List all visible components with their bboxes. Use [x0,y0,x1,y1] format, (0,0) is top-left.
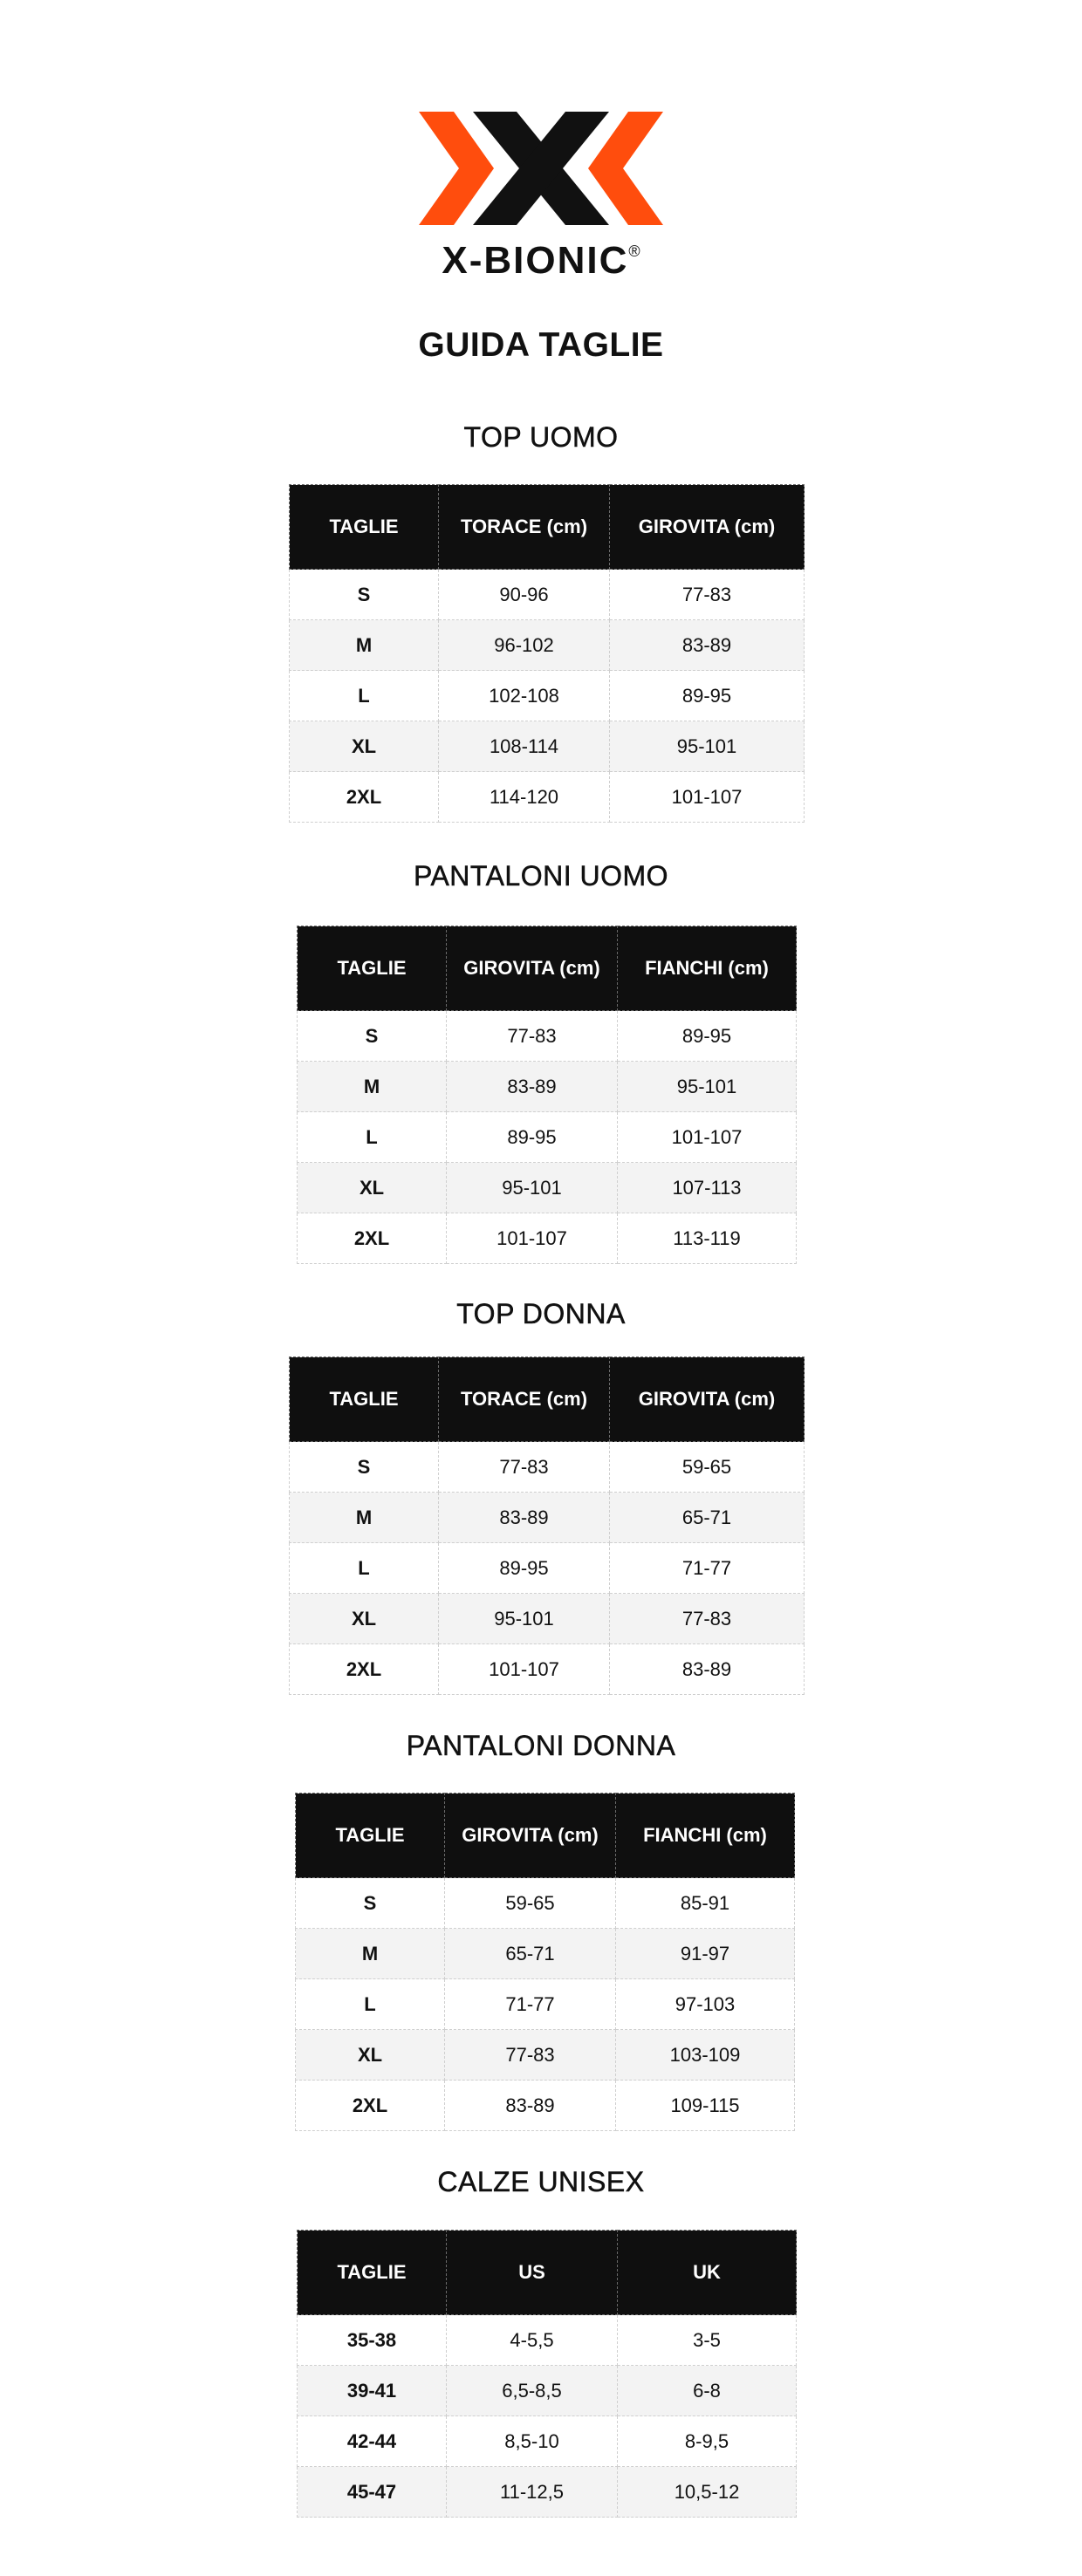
size-cell: L [298,1112,447,1163]
table-cell: 59-65 [610,1442,805,1493]
size-cell: S [298,1011,447,1062]
table-cell: 65-71 [445,1929,616,1979]
table-cell: 77-83 [610,570,805,620]
table-cell: 3-5 [618,2315,797,2366]
left-chevron-icon [419,112,494,225]
table-cell: 95-101 [447,1163,618,1213]
size-cell: S [290,1442,439,1493]
table-row [298,2366,797,2416]
table-cell: 4-5,5 [447,2315,618,2366]
size-cell: M [296,1929,445,1979]
size-cell: L [290,1543,439,1594]
table-row [298,1213,797,1264]
table-row [290,1644,805,1695]
section-title-calze-unisex: CALZE UNISEX [437,2166,645,2197]
column-header: GIROVITA (cm) [445,1794,616,1878]
column-header: TAGLIE [298,2231,447,2315]
column-header: TORACE (cm) [439,485,610,570]
table-row [296,1878,795,1929]
size-cell: S [296,1878,445,1929]
size-cell: L [290,671,439,721]
table-cell: 6,5-8,5 [447,2366,618,2416]
size-table-top-uomo [289,484,805,823]
table-cell: 83-89 [447,1062,618,1112]
section-title-pantaloni-donna: PANTALONI DONNA [406,1730,676,1761]
table-cell: 71-77 [610,1543,805,1594]
table-cell: 107-113 [618,1163,797,1213]
table-cell: 90-96 [439,570,610,620]
table-cell: 95-101 [439,1594,610,1644]
table-cell: 59-65 [445,1878,616,1929]
table-cell: 83-89 [445,2081,616,2131]
table-cell: 89-95 [447,1112,618,1163]
table-row [298,1062,797,1112]
column-header: TAGLIE [290,1357,439,1442]
table-cell: 114-120 [439,772,610,823]
column-header: UK [618,2231,797,2315]
table-cell: 10,5-12 [618,2467,797,2518]
column-header: FIANCHI (cm) [616,1794,795,1878]
size-table-pantaloni-uomo [297,926,797,1264]
column-header: GIROVITA (cm) [610,485,805,570]
table-cell: 6-8 [618,2366,797,2416]
table-row [290,620,805,671]
table-cell: 95-101 [618,1062,797,1112]
column-header: TAGLIE [298,926,447,1011]
table-cell: 83-89 [610,620,805,671]
table-cell: 77-83 [445,2030,616,2081]
table-cell: 101-107 [447,1213,618,1264]
size-cell: M [290,1493,439,1543]
size-cell: M [298,1062,447,1112]
table-row [290,1493,805,1543]
table-cell: 11-12,5 [447,2467,618,2518]
table-cell: 89-95 [618,1011,797,1062]
table-row [290,570,805,620]
x-logo-mark-icon [419,112,663,234]
column-header: US [447,2231,618,2315]
size-cell: M [290,620,439,671]
table-header-row [298,2231,797,2315]
table-row [290,772,805,823]
table-header-row [290,485,805,570]
table-cell: 77-83 [610,1594,805,1644]
table-row [298,2315,797,2366]
table-cell: 101-107 [439,1644,610,1695]
table-header-row [298,926,797,1011]
table-cell: 83-89 [610,1644,805,1695]
table-cell: 8-9,5 [618,2416,797,2467]
section-title-top-donna: TOP DONNA [456,1298,626,1329]
table-cell: 109-115 [616,2081,795,2131]
table-cell: 77-83 [439,1442,610,1493]
right-chevron-icon [588,112,663,225]
table-cell: 77-83 [447,1011,618,1062]
size-cell: 2XL [298,1213,447,1264]
table-row [298,2467,797,2518]
table-cell: 89-95 [610,671,805,721]
column-header: FIANCHI (cm) [618,926,797,1011]
section-title-pantaloni-uomo: PANTALONI UOMO [413,860,669,892]
table-row [296,2030,795,2081]
column-header: TORACE (cm) [439,1357,610,1442]
table-row [296,1929,795,1979]
column-header: TAGLIE [290,485,439,570]
table-row [296,1979,795,2030]
size-cell: 2XL [290,1644,439,1695]
registered-mark: ® [628,243,640,260]
table-cell: 91-97 [616,1929,795,1979]
table-cell: 113-119 [618,1213,797,1264]
table-row [298,1011,797,1062]
table-row [290,1442,805,1493]
size-cell: XL [290,721,439,772]
table-header-row [296,1794,795,1878]
table-row [290,1594,805,1644]
table-row [298,2416,797,2467]
table-cell: 95-101 [610,721,805,772]
column-header: TAGLIE [296,1794,445,1878]
table-cell: 8,5-10 [447,2416,618,2467]
size-cell: XL [298,1163,447,1213]
table-header-row [290,1357,805,1442]
column-header: GIROVITA (cm) [447,926,618,1011]
size-cell: 45-47 [298,2467,447,2518]
section-title-top-uomo: TOP UOMO [463,421,619,453]
table-cell: 89-95 [439,1543,610,1594]
size-cell: XL [296,2030,445,2081]
table-cell: 103-109 [616,2030,795,2081]
table-cell: 102-108 [439,671,610,721]
table-row [298,1163,797,1213]
table-cell: 97-103 [616,1979,795,2030]
table-row [298,1112,797,1163]
table-cell: 101-107 [618,1112,797,1163]
table-row [290,721,805,772]
table-cell: 65-71 [610,1493,805,1543]
table-row [290,671,805,721]
size-cell: 2XL [296,2081,445,2131]
size-table-calze-unisex [297,2230,797,2518]
table-cell: 101-107 [610,772,805,823]
table-cell: 83-89 [439,1493,610,1543]
size-cell: 39-41 [298,2366,447,2416]
brand-wordmark [0,239,1082,283]
size-cell: L [296,1979,445,2030]
table-cell: 96-102 [439,620,610,671]
table-row [296,2081,795,2131]
brand-name: X-BIONIC [442,239,629,282]
table-cell: 108-114 [439,721,610,772]
size-cell: XL [290,1594,439,1644]
page-title: GUIDA TAGLIE [418,326,664,364]
size-table-top-donna [289,1356,805,1695]
table-cell: 85-91 [616,1878,795,1929]
size-cell: 42-44 [298,2416,447,2467]
size-cell: 2XL [290,772,439,823]
table-cell: 71-77 [445,1979,616,2030]
column-header: GIROVITA (cm) [610,1357,805,1442]
table-row [290,1543,805,1594]
size-cell: S [290,570,439,620]
size-cell: 35-38 [298,2315,447,2366]
size-table-pantaloni-donna [295,1793,795,2131]
